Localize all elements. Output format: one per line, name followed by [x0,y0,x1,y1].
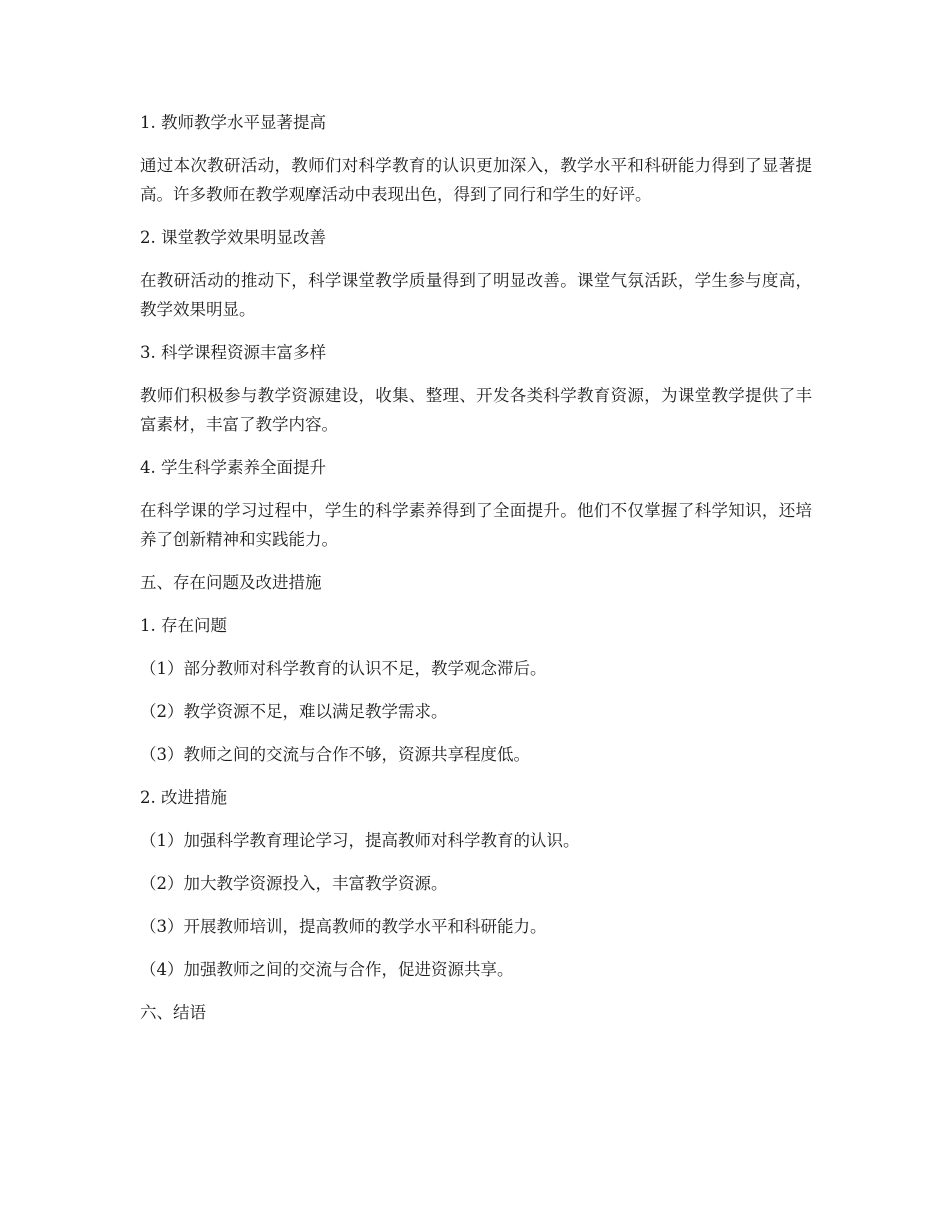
section-heading-student-literacy: 4. 学生科学素养全面提升 [140,458,326,477]
subheading-problems: 1. 存在问题 [140,616,227,635]
section-heading-teacher-level: 1. 教师教学水平显著提高 [140,113,326,132]
paragraph-classroom-effect: 在教研活动的推动下，科学课堂教学质量得到了明显改善。课堂气氛活跃，学生参与度高，教学效果明显。 [140,271,812,319]
section-heading-classroom-effect: 2. 课堂教学效果明显改善 [140,228,326,247]
paragraph-student-literacy: 在科学课的学习过程中，学生的科学素养得到了全面提升。他们不仅掌握了科学知识，还培养了创新精神和实践能力。 [140,501,812,549]
chapter-heading-problems-measures: 五、存在问题及改进措施 [140,573,322,592]
subheading-measures: 2. 改进措施 [140,788,227,807]
list-item-measure: （3）开展教师培训，提高教师的教学水平和科研能力。 [140,917,547,936]
list-item-measure: （2）加大教学资源投入，丰富教学资源。 [140,874,448,893]
list-item-measure: （1）加强科学教育理论学习，提高教师对科学教育的认识。 [140,831,580,850]
paragraph-course-resources: 教师们积极参与教学资源建设，收集、整理、开发各类科学教育资源，为课堂教学提供了丰富素材，丰富了教学内容。 [140,386,812,434]
paragraph-teacher-level: 通过本次教研活动，教师们对科学教育的认识更加深入，教学水平和科研能力得到了显著提高。许多教师在教学观摩活动中表现出色，得到了同行和学生的好评。 [140,156,812,204]
list-item-problem: （2）教学资源不足，难以满足教学需求。 [140,702,448,721]
chapter-heading-conclusion: 六、结语 [140,1003,206,1022]
list-item-problem: （3）教师之间的交流与合作不够，资源共享程度低。 [140,745,530,764]
section-heading-course-resources: 3. 科学课程资源丰富多样 [140,343,326,362]
list-item-measure: （4）加强教师之间的交流与合作，促进资源共享。 [140,960,514,979]
document-body [140,108,812,1041]
list-item-problem: （1）部分教师对科学教育的认识不足，教学观念滞后。 [140,659,547,678]
